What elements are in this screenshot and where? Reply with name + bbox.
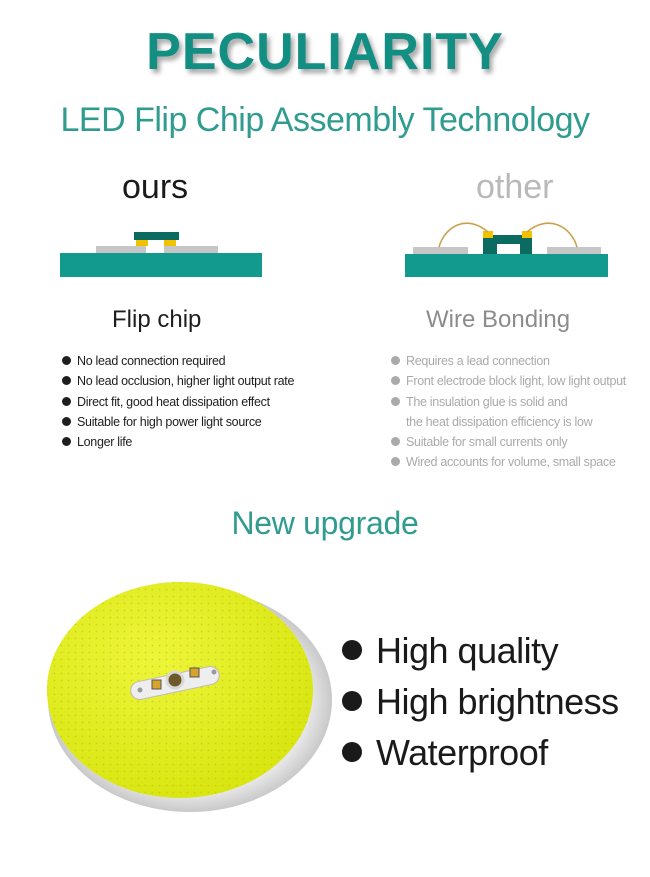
list-item: Suitable for small currents only: [391, 432, 646, 452]
bullet-icon: [391, 437, 400, 446]
bullet-icon: [391, 356, 400, 365]
list-item: Front electrode block light, low light output: [391, 371, 646, 391]
left-pad: [413, 247, 468, 254]
list-item: The insulation glue is solid and: [391, 392, 646, 412]
bullet-icon: [391, 376, 400, 385]
upgrade-heading: New upgrade: [231, 505, 419, 541]
list-item: Suitable for high power light source: [62, 412, 342, 432]
cob-led-product-image: [30, 572, 350, 842]
feature-list: [338, 625, 619, 778]
list-item: No lead occlusion, higher light output rate: [62, 371, 342, 391]
list-item: Wired accounts for volume, small space: [391, 452, 646, 472]
wire-left: [439, 223, 488, 247]
page-subtitle: LED Flip Chip Assembly Technology: [60, 101, 590, 139]
right-pad: [547, 247, 601, 254]
chip-die: [134, 232, 179, 240]
bullet-icon: [342, 640, 362, 660]
substrate: [60, 253, 262, 277]
list-item: High quality: [338, 625, 619, 676]
list-item: Longer life: [62, 432, 342, 452]
bullet-icon: [391, 457, 400, 466]
solder-pad-left: [152, 680, 161, 689]
bullet-icon: [342, 691, 362, 711]
bond-right: [522, 231, 532, 238]
bullet-icon: [62, 376, 71, 385]
bump-left: [136, 240, 148, 246]
list-item: Waterproof: [338, 727, 619, 778]
flip-chip-advantages-list: [62, 351, 342, 452]
list-item: No lead connection required: [62, 351, 342, 371]
ours-heading: ours: [122, 168, 189, 206]
bullet-icon: [62, 356, 71, 365]
solder-pad-right: [190, 668, 199, 677]
list-item-continuation: the heat dissipation efficiency is low: [406, 414, 593, 429]
wire-bonding-drawbacks-list: [391, 351, 646, 473]
wire-bonding-label: Wire Bonding: [426, 306, 571, 333]
bullet-icon: [62, 397, 71, 406]
bullet-icon: [391, 397, 400, 406]
list-item: Direct fit, good heat dissipation effect: [62, 392, 342, 412]
bond-left: [483, 231, 493, 238]
page-title: PECULIARITY: [146, 23, 504, 81]
list-item: High brightness: [338, 676, 619, 727]
left-pad: [96, 246, 146, 253]
mounting-hole: [167, 672, 183, 688]
substrate: [405, 254, 608, 277]
bullet-icon: [62, 437, 71, 446]
list-item: Requires a lead connection: [391, 351, 646, 371]
other-heading: other: [476, 168, 554, 206]
flip-chip-diagram: [60, 222, 265, 280]
bump-right: [164, 240, 176, 246]
wire-bonding-diagram: [405, 222, 611, 280]
right-pad: [164, 246, 218, 253]
wire-right: [527, 223, 577, 247]
bullet-icon: [62, 417, 71, 426]
bullet-icon: [342, 742, 362, 762]
flip-chip-label: Flip chip: [112, 306, 202, 333]
